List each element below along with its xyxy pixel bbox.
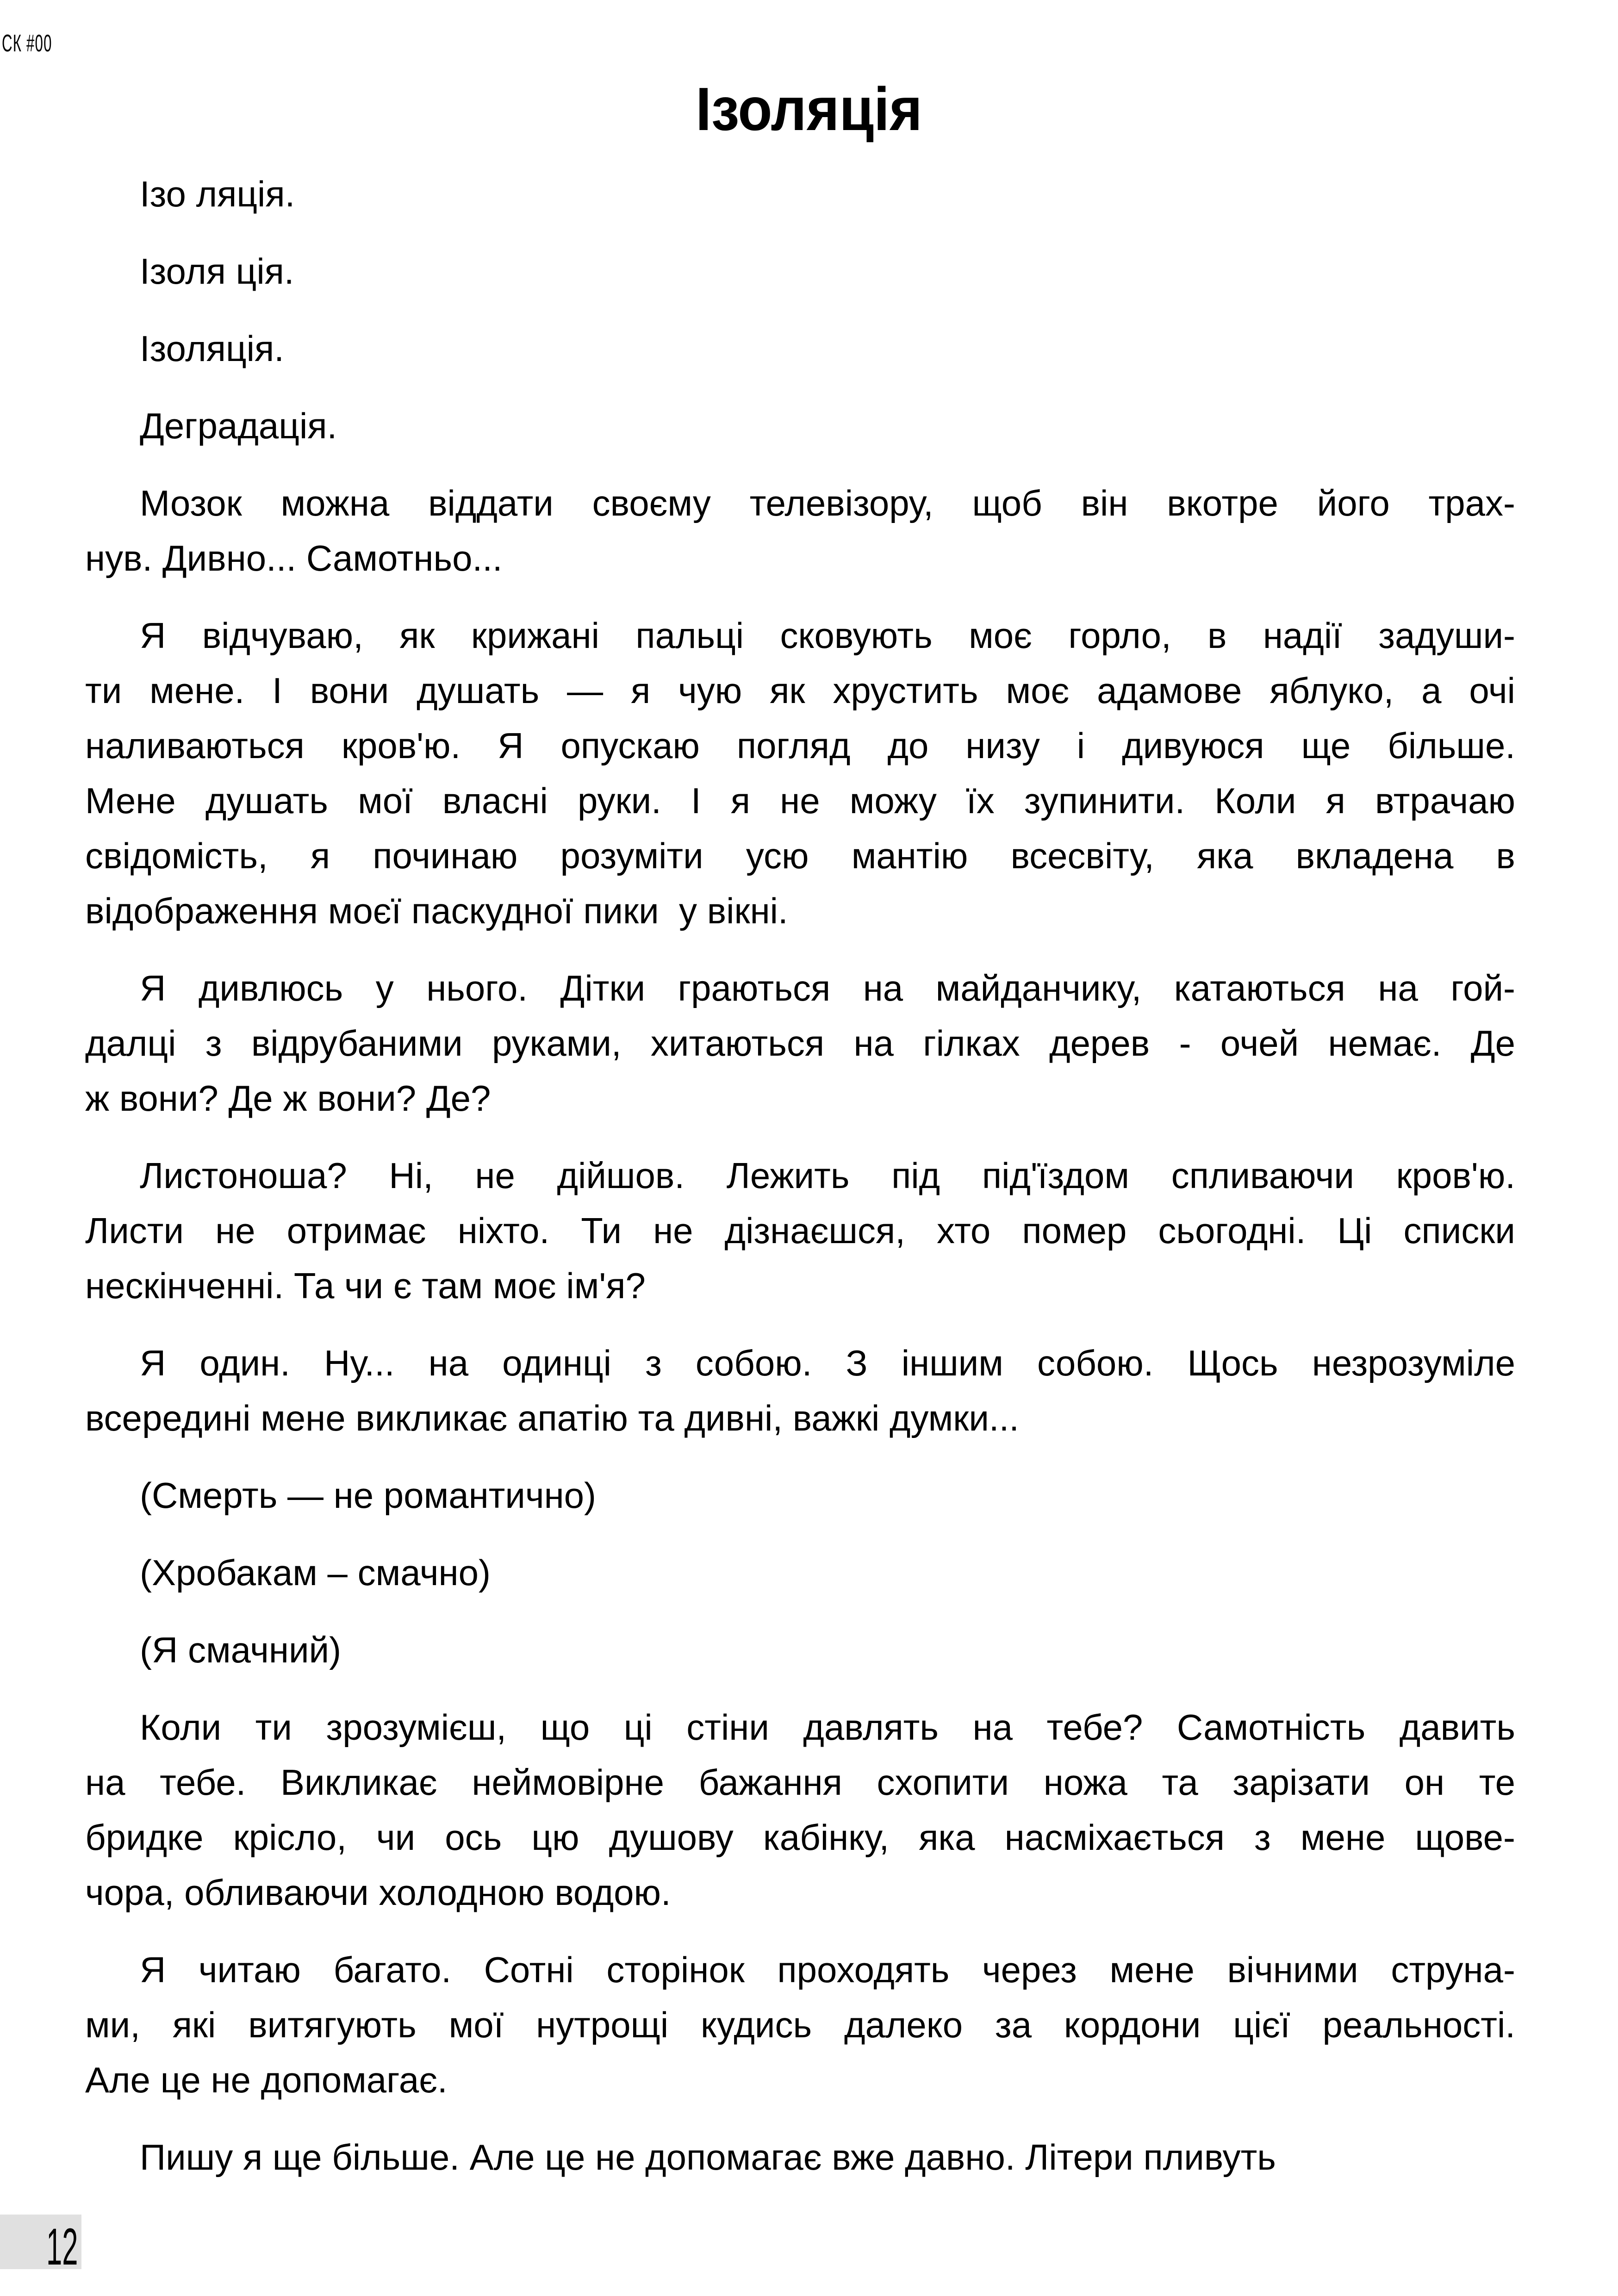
paragraph <box>85 1700 1515 1920</box>
text-line: ж вони? Де ж вони? Де? <box>85 1078 491 1119</box>
text-line: ти мене. І вони душать — я чую як хрустить моє адамове яблуко, а очі <box>85 670 1515 711</box>
text-line: Мене душать мої власні руки. І я не можу їх зупинити. Коли я втрачаю <box>85 780 1515 821</box>
paragraph <box>85 608 1515 939</box>
issue-header: СК #00 <box>2 30 52 57</box>
page-title: Ізоляція <box>696 75 922 143</box>
text-line: Листоноша? Ні, не дійшов. Лежить під під'їздом спливаючи кров'ю. <box>140 1155 1515 1196</box>
text-line: наливаються кров'ю. Я опускаю погляд до низу і дивуюся ще більше. <box>85 725 1515 766</box>
text-line: Ізоляція. <box>140 328 284 369</box>
text-line: відображення моєї паскудної пики у вікні. <box>85 890 788 931</box>
text-line: (Я смачний) <box>140 1630 342 1670</box>
paragraph <box>85 961 1515 1126</box>
paragraph <box>85 1545 1515 1600</box>
paragraph <box>85 398 1515 454</box>
text-line: Я читаю багато. Сотні сторінок проходять через мене вічними струна- <box>140 1949 1515 1990</box>
paragraph <box>85 1336 1515 1446</box>
text-line: Я відчуваю, як крижані пальці сковують моє горло, в надії задуши- <box>140 615 1515 656</box>
paragraph <box>85 1148 1515 1313</box>
text-line: Ізоля ція. <box>140 251 294 292</box>
text-line: Але це не допомагає. <box>85 2060 448 2100</box>
text-line: (Смерть — не романтично) <box>140 1475 597 1516</box>
text-line: далці з відрубаними руками, хитаються на гілках дерев - очей немає. Де <box>85 1023 1515 1064</box>
article-body <box>85 167 1515 2207</box>
paragraph <box>85 321 1515 376</box>
text-line: Деградація. <box>140 405 337 446</box>
paragraph <box>85 244 1515 299</box>
text-line: Ізо ляція. <box>140 174 295 214</box>
text-line: Коли ти зрозумієш, що ці стіни давлять на тебе? Самотність давить <box>140 1707 1515 1748</box>
text-line: нув. Дивно... Самотньо... <box>85 538 503 579</box>
text-line: нескінченні. Та чи є там моє ім'я? <box>85 1265 646 1306</box>
paragraph <box>85 2130 1515 2185</box>
paragraph <box>85 1468 1515 1523</box>
paragraph <box>85 1623 1515 1678</box>
text-line: свідомість, я починаю розуміти усю мантію всесвіту, яка вкладена в <box>85 835 1515 876</box>
text-line: Листи не отримає ніхто. Ти не дізнаєшся, хто помер сьогодні. Ці списки <box>85 1210 1515 1251</box>
text-line: (Хробакам – смачно) <box>140 1552 491 1593</box>
text-line: всередині мене викликає апатію та дивні, важкі думки... <box>85 1398 1019 1438</box>
text-line: чора, обливаючи холодною водою. <box>85 1872 671 1913</box>
paragraph <box>85 1942 1515 2108</box>
text-line: Я один. Ну... на одинці з собою. З іншим собою. Щось незрозуміле <box>140 1343 1515 1383</box>
text-line: Мозок можна віддати своєму телевізору, щоб він вкотре його трах- <box>140 483 1515 523</box>
text-line: Я дивлюсь у нього. Дітки граються на майданчику, катаються на гой- <box>140 968 1515 1008</box>
text-line: бридке крісло, чи ось цю душову кабінку, яка насміхається з мене щове- <box>85 1817 1515 1858</box>
page-number: 12 <box>46 2218 78 2276</box>
text-line: на тебе. Викликає неймовірне бажання схопити ножа та зарізати он те <box>85 1762 1515 1803</box>
text-line: ми, які витягують мої нутрощі кудись далеко за кордони цієї реальності. <box>85 2004 1515 2045</box>
paragraph <box>85 476 1515 586</box>
text-line: Пишу я ще більше. Але це не допомагає вже давно. Літери пливуть <box>140 2137 1276 2178</box>
paragraph <box>85 167 1515 222</box>
